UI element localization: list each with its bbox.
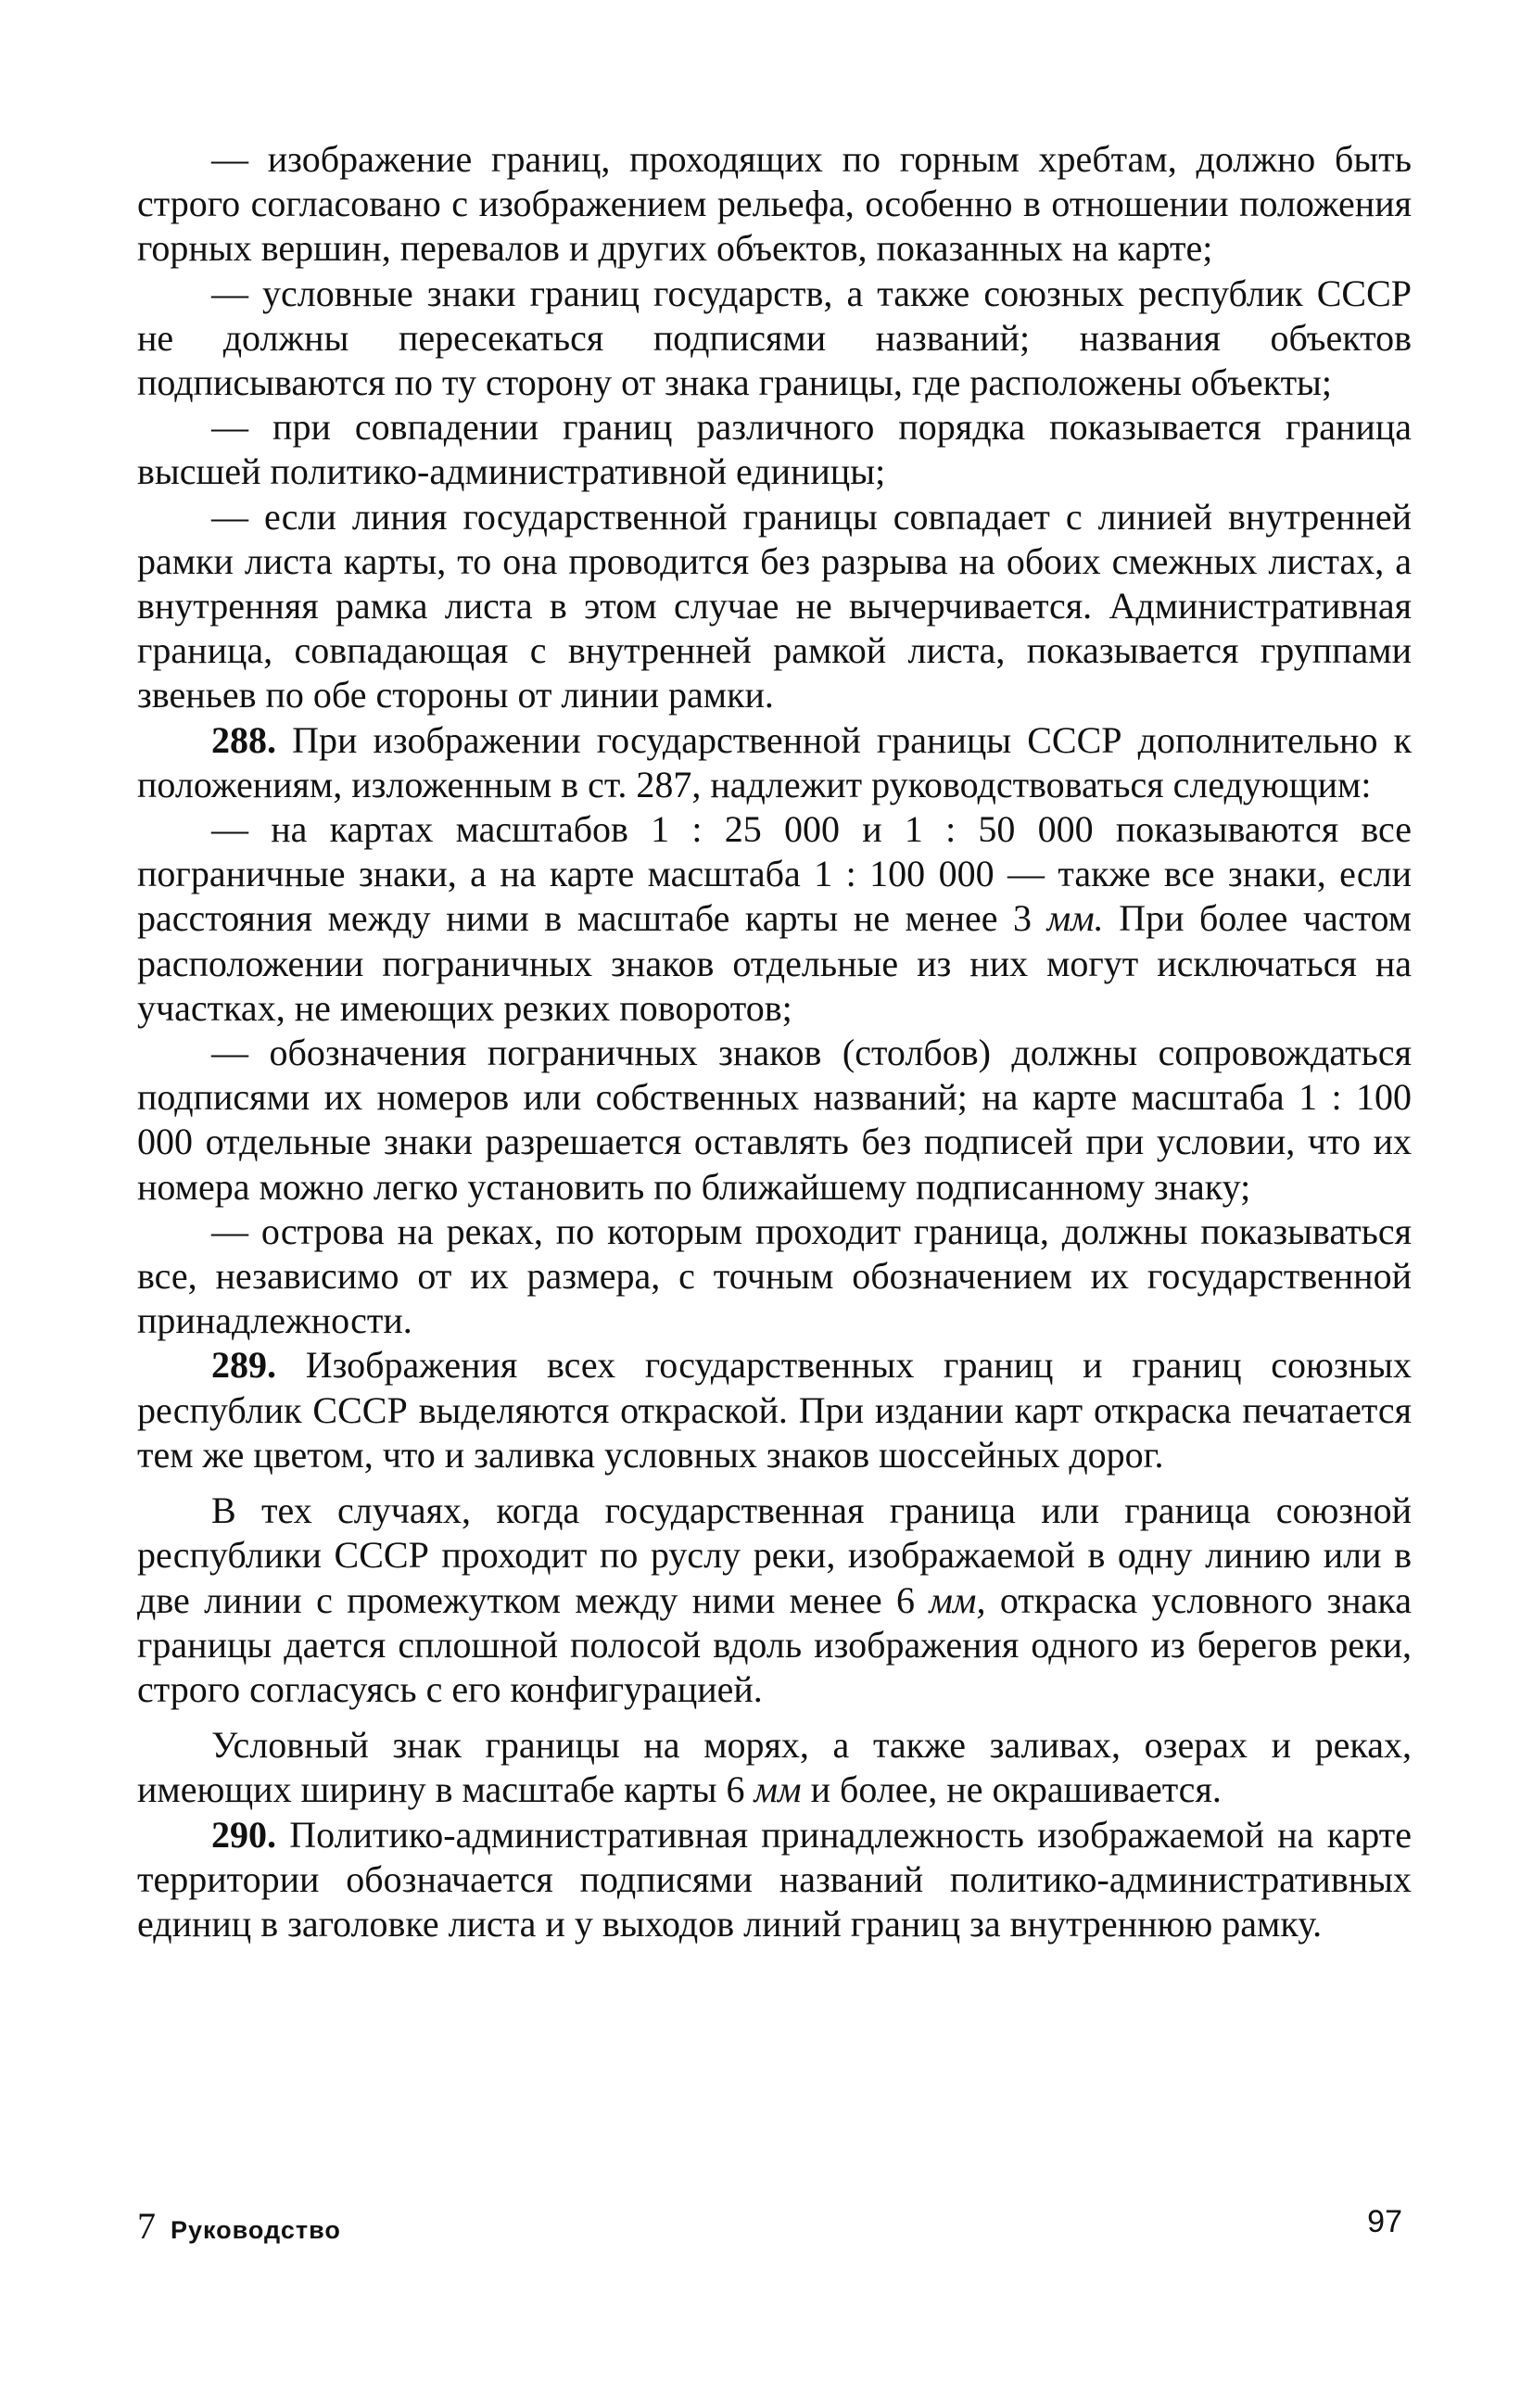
paragraph-text: — условные знаки границ государств, а также союзных республик СССР не должны пересекаться подписями названий; названия объектов подписываются по ту сторону от знака границы, где расположены объекты;: [137, 272, 1412, 404]
page-number: 97: [1367, 2204, 1402, 2239]
paragraph-text: В тех случаях, когда государственная граница или граница союзной республики СССР проходит по руслу реки, изображаемой в одну линию или в две линии с промежутком между ними менее 6: [137, 1489, 1412, 1621]
paragraph-marker-labels: [137, 1031, 1412, 1210]
article-number: 290.: [211, 1813, 276, 1856]
paragraph-border-markers: [137, 807, 1412, 1031]
signature-number: 7: [137, 2205, 156, 2247]
paragraph-text: откраска условного знака границы дается сплошной полосой вдоль изображения одного из берегов реки, строго согласуясь с его конфигурацией.: [137, 1578, 1412, 1710]
page-body: [137, 137, 1412, 1946]
article-290: [137, 1813, 1412, 1947]
paragraph-text: Условный знак границы на морях, а также заливах, озерах и реках, имеющих ширину в масштабе карты 6: [137, 1724, 1412, 1811]
paragraph-text: — при совпадении границ различного порядка показывается граница высшей политико-административной единицы;: [137, 406, 1412, 493]
paragraph-text: — обозначения пограничных знаков (столбов) должны сопровождаться подписями их номеров или собственных названий; на карте масштаба 1 : 100 000 отдельные знаки разрешается оставлять без подписей при условии, что их номера можно легко установить по ближайшему подписанному знаку;: [137, 1032, 1412, 1208]
page-footer: [137, 2204, 1412, 2248]
signature-label: Руководство: [171, 2216, 341, 2244]
paragraph-text: При более частом расположении пограничных знаков отдельные из них могут исключаться на участках, не имеющих резких поворотов;: [137, 897, 1413, 1029]
unit-italic: мм,: [929, 1578, 986, 1621]
paragraph-text: — изображение границ, проходящих по горным хребтам, должно быть строго согласовано с изображением рельефа, особенно в отношении положения горных вершин, перевалов и других объектов, показанных на карте;: [137, 138, 1412, 270]
paragraph-text: — на картах масштабов 1 : 25 000 и 1 : 50 000 показываются все пограничные знаки, а на карте масштаба 1 : 100 000 — также все знаки, если расстояния между ними в масштабе карты не менее 3: [137, 808, 1412, 940]
paragraph-text: — если линия государственной границы совпадает с линией внутренней рамки листа карты, то она проводится без разрыва на обоих смежных листах, а внутренняя рамка листа в этом случае не вычерчивается. Административная граница, совпадающая с внутренней рамкой листа, показывается группами звеньев по обе стороны от линии рамки.: [137, 495, 1412, 716]
paragraph-text: и более, не окрашивается.: [801, 1768, 1222, 1811]
article-288: [137, 718, 1412, 807]
paragraph-frame-borders: [137, 495, 1412, 718]
paragraph-text: — острова на реках, по которым проходит граница, должны показываться все, независимо от их размера, с точным обозначением их государственной принадлежности.: [137, 1210, 1412, 1342]
article-number: 289.: [211, 1344, 276, 1387]
paragraph-river-borders: [137, 1489, 1412, 1712]
article-number: 288.: [211, 718, 276, 761]
paragraph-river-islands: [137, 1210, 1412, 1344]
article-289: [137, 1343, 1412, 1477]
paragraph-border-signs: [137, 272, 1412, 406]
paragraph-text: При изображении государственной границы СССР дополнительно к положениям, изложенным в ст. 287, надлежит руководствоваться следующим:: [137, 718, 1412, 805]
paragraph-sea-borders: [137, 1723, 1412, 1812]
paragraph-coinciding-borders: [137, 405, 1412, 494]
unit-italic: мм: [754, 1768, 802, 1811]
unit-italic: мм.: [1046, 897, 1104, 940]
paragraph-text: Изображения всех государственных границ и границ союзных республик СССР выделяются откраской. При издании карт откраска печатается тем же цветом, что и заливка условных знаков шоссейных дорог.: [137, 1344, 1412, 1476]
paragraph-text: Политико-административная принадлежность изображаемой на карте территории обозначается подписями названий политико-административных единиц в заголовке листа и у выходов линий границ за внутреннюю рамку.: [137, 1813, 1412, 1945]
paragraph-mountain-borders: [137, 137, 1412, 272]
